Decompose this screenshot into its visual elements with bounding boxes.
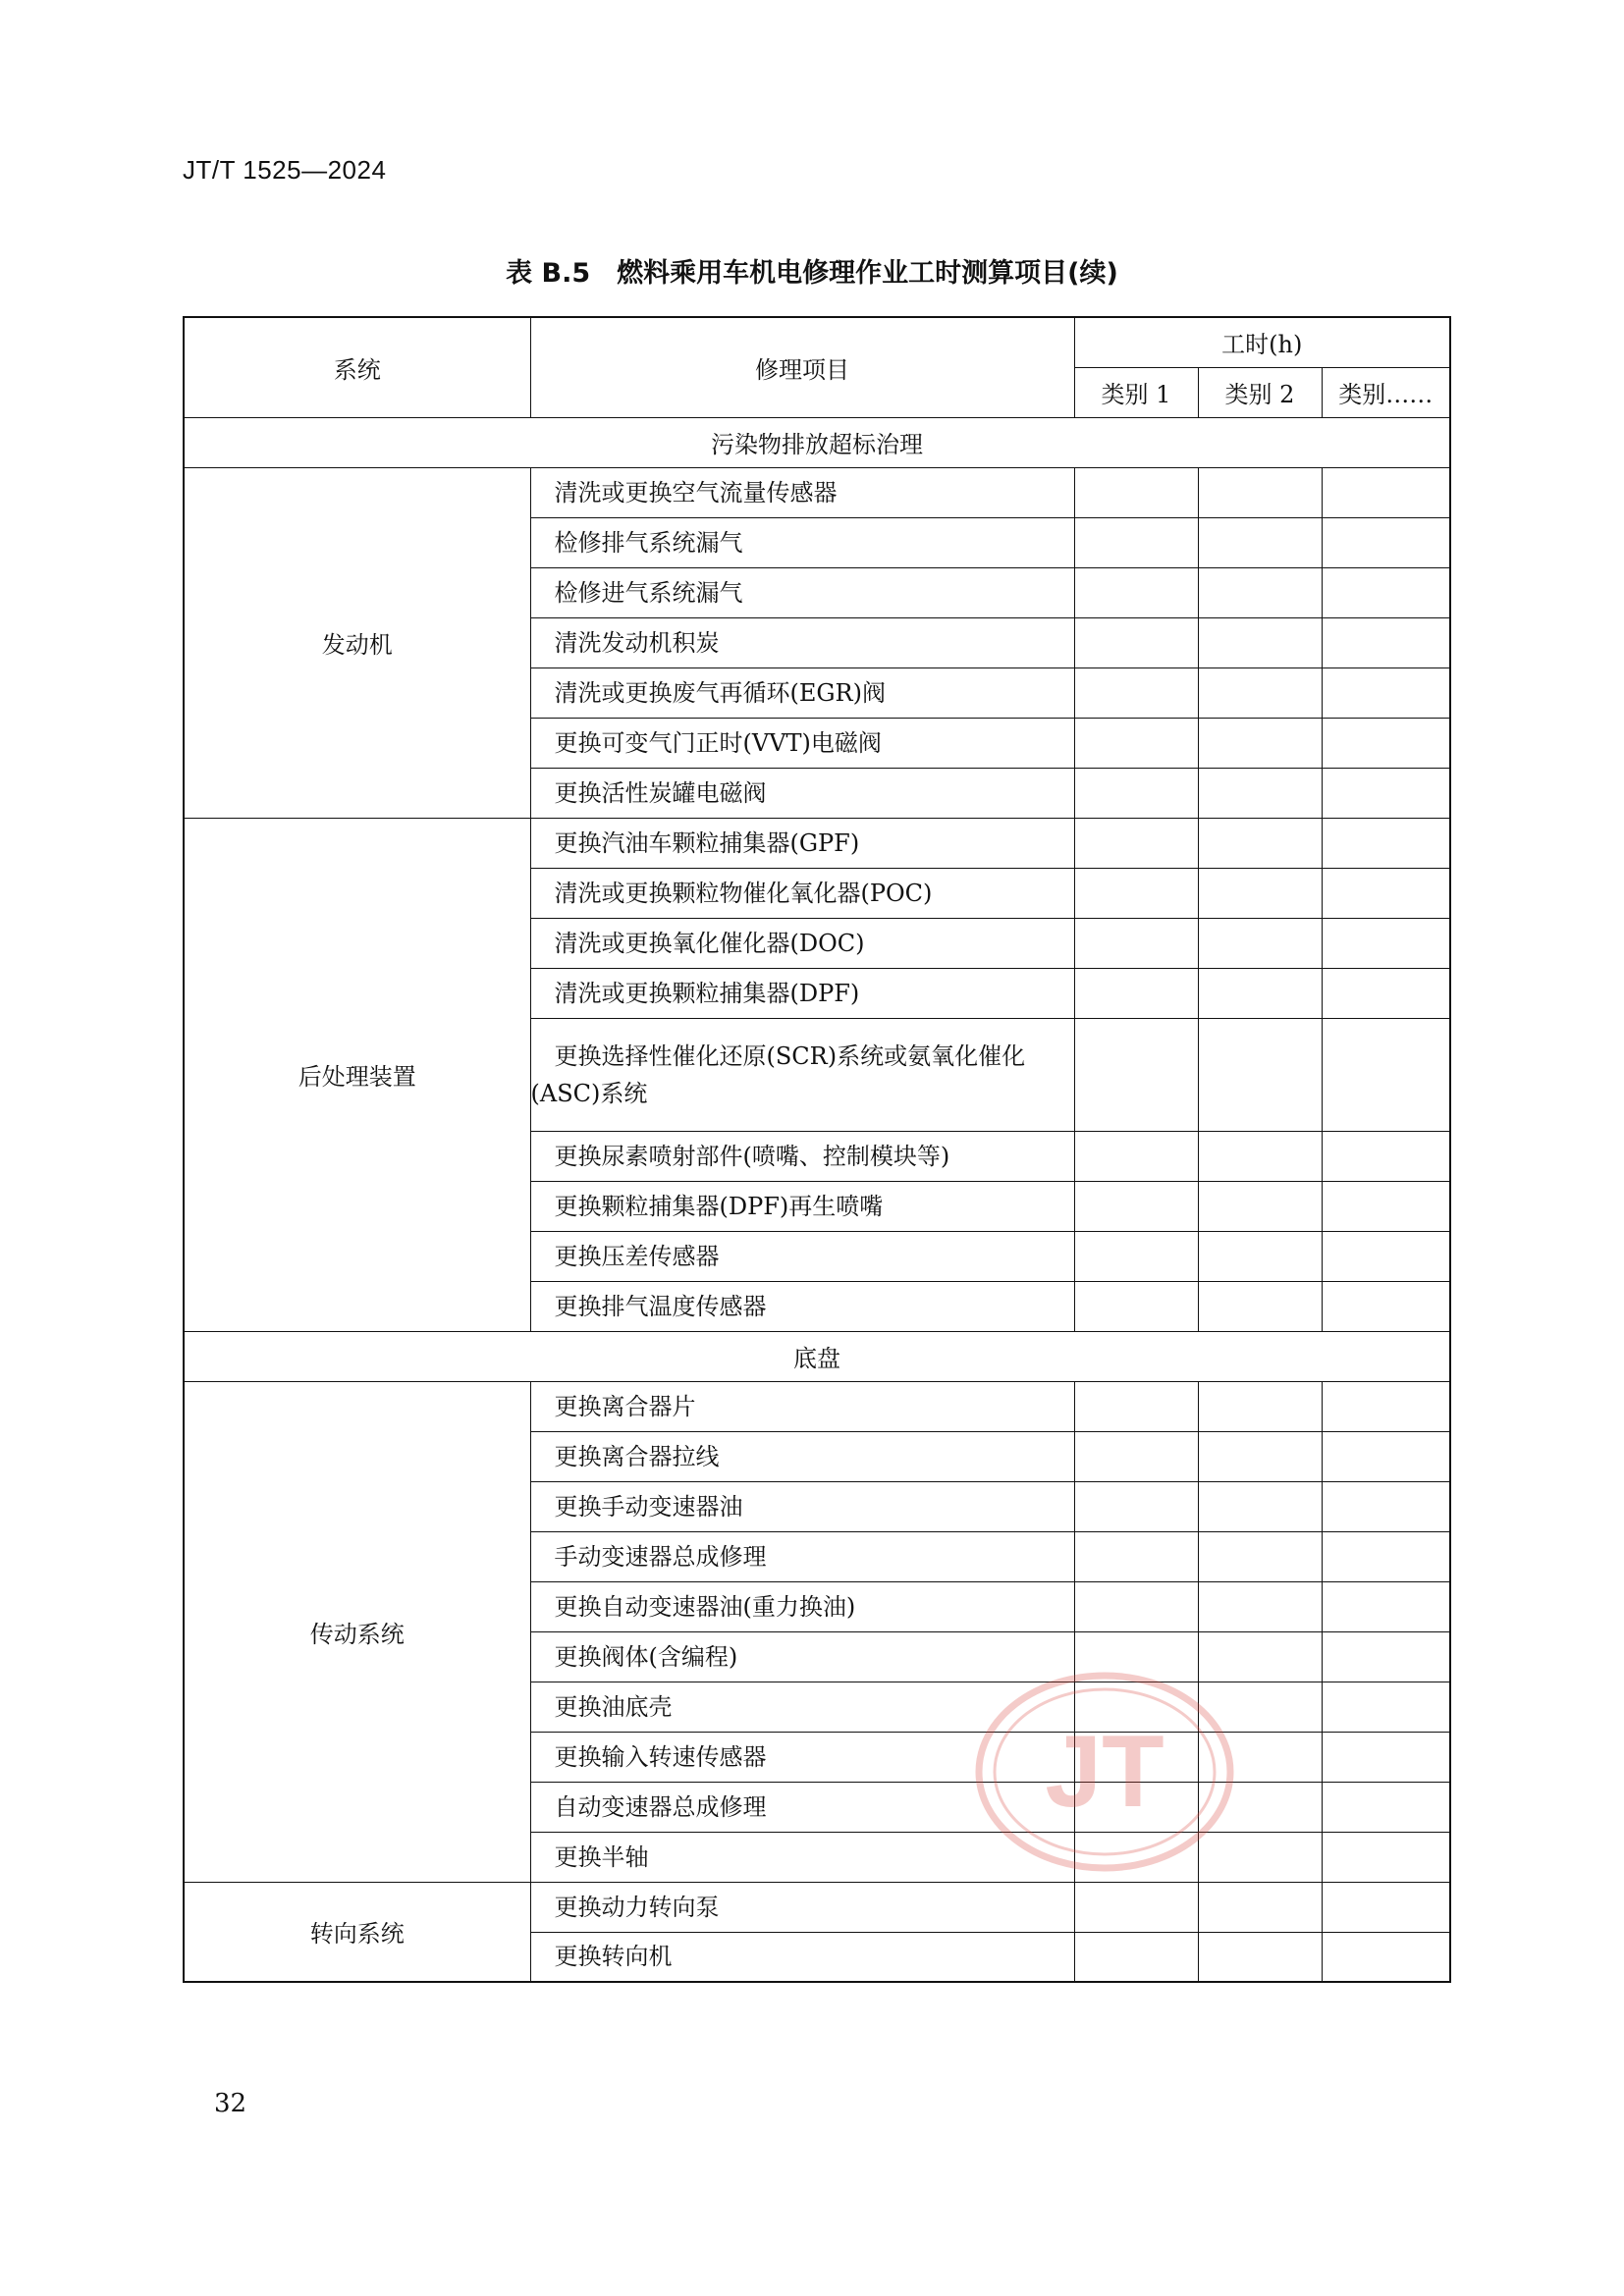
hours-cell-category-3: [1322, 868, 1450, 918]
repair-item-cell: [530, 768, 1074, 818]
hours-cell-category-1: [1074, 1932, 1198, 1982]
hours-cell-category-2: [1198, 517, 1322, 567]
hours-cell-category-3: [1322, 1882, 1450, 1932]
document-code: JT/T 1525—2024: [183, 155, 387, 185]
repair-item-text: 检修排气系统漏气: [554, 528, 743, 557]
repair-item-cell: [530, 667, 1074, 718]
hours-cell-category-3: [1322, 718, 1450, 768]
repair-item-text: 更换尿素喷射部件(喷嘴、控制模块等): [554, 1142, 950, 1170]
hours-cell-category-1: [1074, 1281, 1198, 1331]
repair-item-text: 更换阀体(含编程): [554, 1642, 738, 1671]
table-row: [184, 1882, 1450, 1932]
repair-item-text: 自动变速器总成修理: [554, 1792, 767, 1821]
table-row: [184, 818, 1450, 868]
hours-cell-category-2: [1198, 818, 1322, 868]
hours-cell-category-2: [1198, 1231, 1322, 1281]
repair-item-text: 更换汽油车颗粒捕集器(GPF): [554, 828, 860, 857]
repair-item-text: 更换转向机: [554, 1943, 673, 1971]
repair-item-text: 更换动力转向泵: [554, 1893, 720, 1921]
repair-item-text: 清洗或更换颗粒物催化氧化器(POC): [554, 879, 933, 907]
page-number: 32: [214, 2089, 247, 2118]
repair-item-cell: [530, 1481, 1074, 1531]
repair-item-text: 更换输入转速传感器: [554, 1742, 767, 1771]
hours-cell-category-3: [1322, 617, 1450, 667]
hours-cell-category-3: [1322, 1581, 1450, 1631]
hours-cell-category-1: [1074, 667, 1198, 718]
hours-cell-category-2: [1198, 1281, 1322, 1331]
repair-item-text: 更换压差传感器: [554, 1242, 720, 1270]
hours-cell-category-1: [1074, 968, 1198, 1018]
repair-item-cell: [530, 467, 1074, 517]
repair-item-cell: [530, 517, 1074, 567]
header-system: 系统: [184, 317, 530, 417]
table-caption: 表 B.5 燃料乘用车机电修理作业工时测算项目(续): [506, 258, 1118, 289]
hours-cell-category-1: [1074, 918, 1198, 968]
hours-cell-category-3: [1322, 1732, 1450, 1782]
hours-cell-category-1: [1074, 818, 1198, 868]
repair-item-cell: [530, 868, 1074, 918]
system-cell: 转向系统: [184, 1882, 530, 1982]
repair-item-cell: [530, 617, 1074, 667]
hours-cell-category-2: [1198, 1131, 1322, 1181]
hours-cell-category-1: [1074, 1181, 1198, 1231]
jt-watermark-stamp: [972, 1669, 1237, 1875]
hours-cell-category-1: [1074, 1882, 1198, 1932]
repair-item-cell: [530, 567, 1074, 617]
repair-item-cell: [530, 1581, 1074, 1631]
hours-cell-category-3: [1322, 1932, 1450, 1982]
repair-item-cell: [530, 1932, 1074, 1982]
repair-item-cell: [530, 818, 1074, 868]
header-hours: 工时(h): [1074, 317, 1450, 367]
system-cell: 发动机: [184, 467, 530, 818]
repair-item-cell: [530, 1018, 1074, 1131]
hours-cell-category-3: [1322, 818, 1450, 868]
hours-cell-category-1: [1074, 567, 1198, 617]
repair-item-cell: [530, 1281, 1074, 1331]
hours-cell-category-1: [1074, 617, 1198, 667]
hours-cell-category-3: [1322, 1832, 1450, 1882]
hours-cell-category-2: [1198, 617, 1322, 667]
hours-cell-category-1: [1074, 868, 1198, 918]
hours-cell-category-2: [1198, 1481, 1322, 1531]
section-title: 污染物排放超标治理: [184, 417, 1450, 467]
hours-cell-category-2: [1198, 1181, 1322, 1231]
repair-item-cell: [530, 1882, 1074, 1932]
hours-cell-category-2: [1198, 1018, 1322, 1131]
hours-cell-category-1: [1074, 1231, 1198, 1281]
repair-item-cell: [530, 1381, 1074, 1431]
repair-item-text: 更换离合器拉线: [554, 1442, 720, 1470]
hours-cell-category-3: [1322, 467, 1450, 517]
section-row: [184, 417, 1450, 467]
hours-cell-category-2: [1198, 868, 1322, 918]
hours-cell-category-2: [1198, 1431, 1322, 1481]
repair-item-cell: [530, 1531, 1074, 1581]
repair-item-text: 清洗或更换废气再循环(EGR)阀: [554, 678, 886, 707]
repair-item-cell: [530, 968, 1074, 1018]
table-header: [184, 317, 1450, 417]
hours-cell-category-3: [1322, 667, 1450, 718]
repair-item-cell: [530, 918, 1074, 968]
hours-cell-category-3: [1322, 768, 1450, 818]
hours-cell-category-1: [1074, 1581, 1198, 1631]
hours-cell-category-3: [1322, 517, 1450, 567]
repair-item-text: 更换活性炭罐电磁阀: [554, 778, 767, 807]
table-row: [184, 1381, 1450, 1431]
repair-item-text: 手动变速器总成修理: [554, 1542, 767, 1571]
hours-cell-category-3: [1322, 567, 1450, 617]
system-cell: 传动系统: [184, 1381, 530, 1882]
hours-cell-category-3: [1322, 1281, 1450, 1331]
repair-item-text: 更换离合器片: [554, 1392, 696, 1420]
repair-item-cell: [530, 1131, 1074, 1181]
repair-item-cell: [530, 1431, 1074, 1481]
repair-item-text: 清洗或更换颗粒捕集器(DPF): [554, 979, 860, 1007]
hours-cell-category-2: [1198, 1882, 1322, 1932]
header-category-2: 类别 2: [1198, 367, 1322, 417]
repair-item-cell: [530, 718, 1074, 768]
hours-cell-category-3: [1322, 968, 1450, 1018]
hours-cell-category-2: [1198, 567, 1322, 617]
repair-item-text: 清洗或更换空气流量传感器: [554, 478, 838, 507]
hours-cell-category-3: [1322, 1782, 1450, 1832]
hours-cell-category-3: [1322, 1181, 1450, 1231]
hours-cell-category-3: [1322, 1131, 1450, 1181]
hours-cell-category-2: [1198, 467, 1322, 517]
stamp-lettering: JT: [1045, 1715, 1164, 1829]
hours-cell-category-3: [1322, 918, 1450, 968]
hours-cell-category-1: [1074, 1131, 1198, 1181]
repair-item-text: 更换颗粒捕集器(DPF)再生喷嘴: [554, 1192, 884, 1220]
hours-cell-category-2: [1198, 718, 1322, 768]
hours-cell-category-3: [1322, 1431, 1450, 1481]
hours-cell-category-3: [1322, 1631, 1450, 1682]
header-category-1: 类别 1: [1074, 367, 1198, 417]
hours-cell-category-1: [1074, 1481, 1198, 1531]
hours-cell-category-3: [1322, 1682, 1450, 1732]
hours-cell-category-1: [1074, 1018, 1198, 1131]
table-body: [184, 417, 1450, 1982]
hours-cell-category-2: [1198, 1581, 1322, 1631]
header-item: 修理项目: [530, 317, 1074, 417]
system-cell: 后处理装置: [184, 818, 530, 1331]
repair-item-text: 更换手动变速器油: [554, 1492, 743, 1521]
hours-cell-category-2: [1198, 667, 1322, 718]
hours-cell-category-3: [1322, 1018, 1450, 1131]
hours-cell-category-2: [1198, 918, 1322, 968]
repair-item-text: 更换油底壳: [554, 1692, 673, 1721]
repair-item-text: 清洗发动机积炭: [554, 628, 720, 657]
hours-cell-category-3: [1322, 1231, 1450, 1281]
hours-cell-category-1: [1074, 467, 1198, 517]
repair-item-text: 更换选择性催化还原(SCR)系统或氨氧化催化(ASC)系统: [530, 1041, 1026, 1107]
hours-cell-category-2: [1198, 768, 1322, 818]
hours-cell-category-1: [1074, 1431, 1198, 1481]
header-category-more: 类别……: [1322, 367, 1450, 417]
table-row: [184, 467, 1450, 517]
work-hours-table: [183, 316, 1451, 1983]
hours-cell-category-3: [1322, 1531, 1450, 1581]
repair-item-text: 清洗或更换氧化催化器(DOC): [554, 929, 865, 957]
hours-cell-category-1: [1074, 768, 1198, 818]
repair-item-cell: [530, 1181, 1074, 1231]
hours-cell-category-1: [1074, 517, 1198, 567]
repair-item-text: 更换自动变速器油(重力换油): [554, 1592, 856, 1621]
hours-cell-category-2: [1198, 1531, 1322, 1581]
hours-cell-category-3: [1322, 1381, 1450, 1431]
hours-cell-category-3: [1322, 1481, 1450, 1531]
repair-item-cell: [530, 1231, 1074, 1281]
hours-cell-category-2: [1198, 1381, 1322, 1431]
section-row: [184, 1331, 1450, 1381]
hours-cell-category-1: [1074, 1531, 1198, 1581]
repair-item-text: 检修进气系统漏气: [554, 578, 743, 607]
repair-item-text: 更换排气温度传感器: [554, 1292, 767, 1320]
hours-cell-category-2: [1198, 1932, 1322, 1982]
repair-item-text: 更换可变气门正时(VVT)电磁阀: [554, 728, 882, 757]
repair-item-text: 更换半轴: [554, 1842, 649, 1871]
hours-cell-category-2: [1198, 968, 1322, 1018]
hours-cell-category-1: [1074, 718, 1198, 768]
hours-cell-category-1: [1074, 1381, 1198, 1431]
section-title: 底盘: [184, 1331, 1450, 1381]
